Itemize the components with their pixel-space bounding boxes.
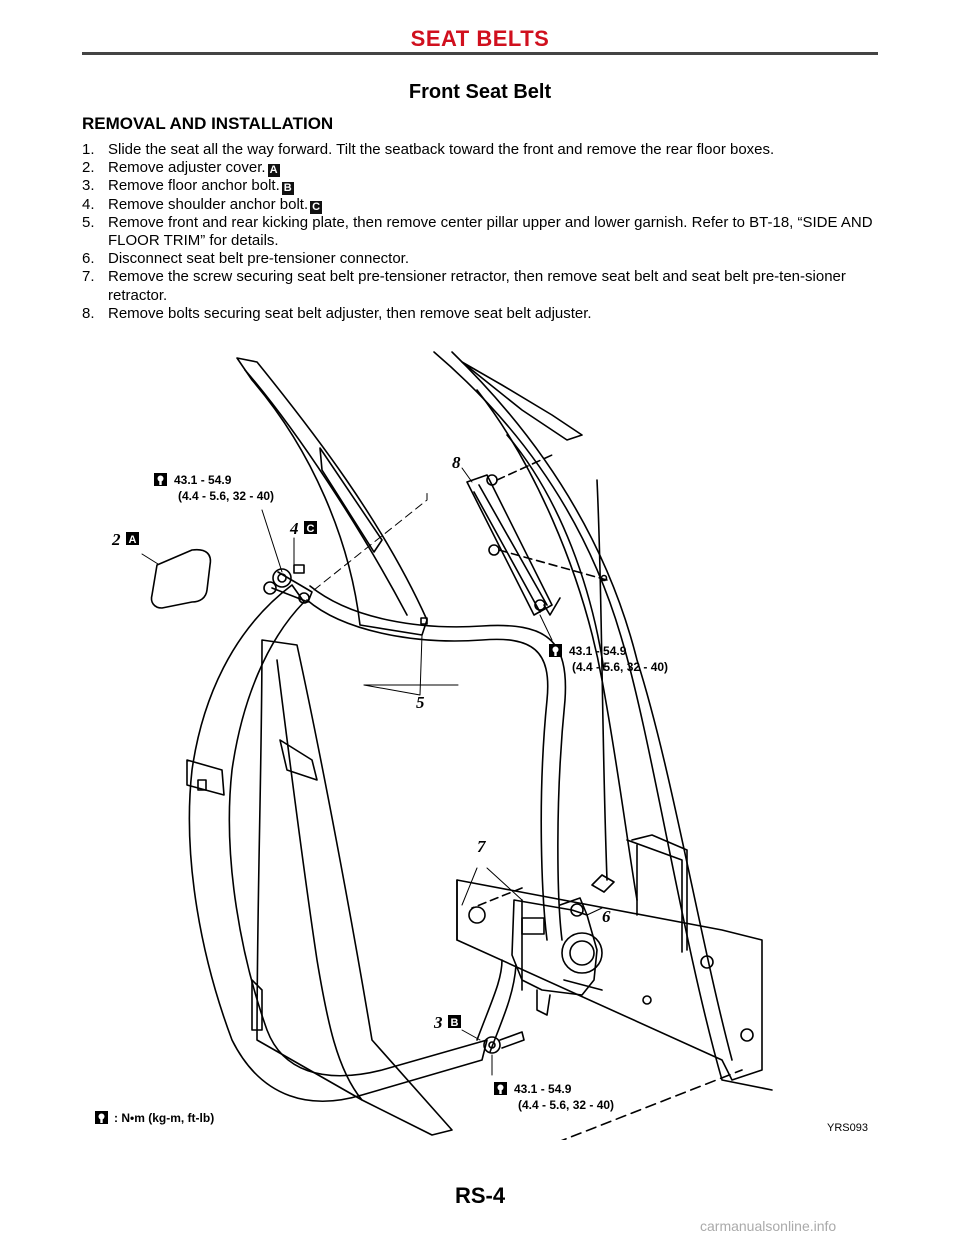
page-number: RS-4 bbox=[454, 1183, 506, 1208]
callout-6: 6 bbox=[602, 907, 611, 926]
step-8 bbox=[82, 305, 882, 323]
torque-value: 43.1 - 54.9 bbox=[174, 473, 232, 487]
callout-2: 2 bbox=[112, 530, 121, 549]
callout-8: 8 bbox=[452, 453, 461, 472]
adjuster-cover bbox=[151, 550, 210, 608]
step-2 bbox=[82, 159, 882, 177]
step-text: Remove bolts securing seat belt adjuster, then remove seat belt adjuster. bbox=[108, 304, 592, 322]
ref-letter-c: C bbox=[306, 523, 315, 535]
step-number: 7. bbox=[82, 268, 95, 286]
reference-marker-c: C bbox=[310, 201, 322, 214]
procedure-steps bbox=[82, 141, 882, 323]
torque-spec-right bbox=[549, 644, 668, 674]
step-number: 6. bbox=[82, 250, 95, 268]
section-title: Front Seat Belt bbox=[408, 81, 552, 103]
figure-code: YRS093 bbox=[827, 1122, 868, 1134]
torque-value: 43.1 - 54.9 bbox=[514, 1082, 572, 1096]
ref-letter-a: A bbox=[128, 534, 137, 546]
step-number: 2. bbox=[82, 159, 95, 177]
step-number: 4. bbox=[82, 195, 95, 213]
step-text: Remove front and rear kicking plate, then remove center pillar upper and lower garnish. Refer to BT-18, “SIDE AND FLOOR TRIM” for details. bbox=[108, 213, 873, 250]
torque-wrench-icon bbox=[95, 1111, 108, 1124]
step-5 bbox=[82, 214, 882, 250]
step-text: Remove shoulder anchor bolt. bbox=[108, 195, 309, 213]
step-text: Slide the seat all the way forward. Tilt the seatback toward the front and remove the rear floor boxes. bbox=[108, 141, 775, 158]
ref-letter-b: B bbox=[450, 1017, 459, 1029]
page-header-title: SEAT BELTS bbox=[410, 26, 550, 51]
step-6 bbox=[82, 250, 882, 268]
step-text: Disconnect seat belt pre-tensioner connector. bbox=[108, 250, 410, 268]
callout-5: 5 bbox=[416, 693, 425, 712]
callout-4: 4 bbox=[290, 519, 299, 538]
step-3 bbox=[82, 177, 882, 195]
seat-belt-exploded-diagram bbox=[82, 340, 878, 1140]
torque-wrench-icon bbox=[549, 644, 562, 657]
torque-conversion: (4.4 - 5.6, 32 - 40) bbox=[518, 1098, 615, 1112]
callout-3: 3 bbox=[434, 1013, 443, 1032]
torque-spec-top-left bbox=[154, 473, 274, 503]
torque-legend bbox=[95, 1111, 214, 1125]
reference-marker-b: B bbox=[282, 182, 294, 195]
step-number: 1. bbox=[82, 141, 95, 158]
seat-belt-webbing bbox=[187, 585, 565, 1101]
shoulder-anchor bbox=[264, 565, 312, 603]
legend-text: : N•m (kg-m, ft-lb) bbox=[114, 1111, 215, 1125]
watermark-text: carmanualsonline.info bbox=[700, 1218, 837, 1234]
torque-wrench-icon bbox=[494, 1082, 507, 1095]
step-text: Remove adjuster cover. bbox=[108, 159, 266, 177]
torque-spec-bottom bbox=[494, 1082, 614, 1112]
callout-7: 7 bbox=[477, 837, 486, 856]
step-1 bbox=[82, 141, 882, 159]
step-number: 3. bbox=[82, 177, 95, 195]
step-number: 5. bbox=[82, 213, 95, 231]
step-7 bbox=[82, 268, 882, 304]
step-4 bbox=[82, 196, 882, 214]
step-text: Remove the screw securing seat belt pre-tensioner retractor, then remove seat belt and seat belt pre-ten-sioner retractor. bbox=[108, 268, 846, 304]
step-text: Remove floor anchor bolt. bbox=[108, 177, 280, 195]
center-pillar-lower-garnish bbox=[252, 640, 452, 1135]
torque-wrench-icon bbox=[154, 473, 167, 486]
torque-conversion: (4.4 - 5.6, 32 - 40) bbox=[178, 489, 275, 503]
header-divider bbox=[82, 52, 878, 55]
torque-conversion: (4.4 - 5.6, 32 - 40) bbox=[572, 660, 669, 674]
procedure-heading: REMOVAL AND INSTALLATION bbox=[82, 114, 334, 133]
step-number: 8. bbox=[82, 304, 95, 322]
torque-value: 43.1 - 54.9 bbox=[569, 644, 627, 658]
reference-marker-a: A bbox=[268, 164, 280, 177]
